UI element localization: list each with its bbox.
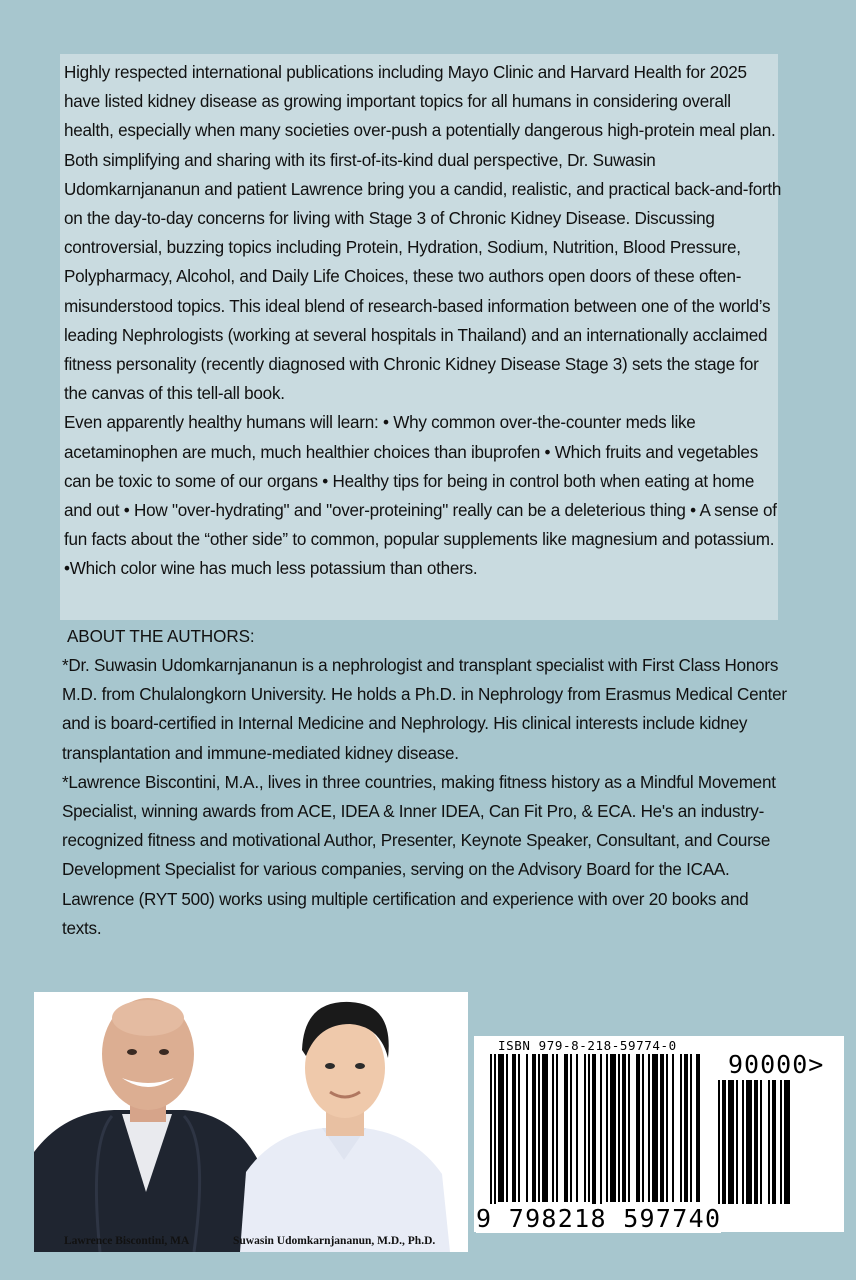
author-bio-suwasin: *Dr. Suwasin Udomkarnjananun is a nephrologist and transplant specialist with First Class Honors M.D. from Chulalongkorn University. He holds a Ph.D. in Nephrology from Erasmus Medical Center and is board-certified in Internal Medicine and Nephrology. His clinical interests include kidney transplantation and immune-mediated kidney disease. <box>62 656 787 763</box>
author-bio-lawrence: *Lawrence Biscontini, M.A., lives in three countries, making fitness history as a Mindful Movement Specialist, winning awards from ACE, IDEA & Inner IDEA, Can Fit Pro, & ECA. He's an industry-recognized fitness and motivational Author, Presenter, Keynote Speaker, Consultant, and Course Development Specialist for various companies, serving on the Advisory Board for the ICAA. Lawrence (RYT 500) works using multiple certification and experience with over 20 books and texts. <box>62 772 776 938</box>
barcode-digits-right: 597740 <box>623 1204 722 1233</box>
book-description <box>64 58 784 584</box>
author-photo <box>34 992 468 1252</box>
author-photo-illustration <box>34 992 468 1252</box>
about-authors-heading: ABOUT THE AUTHORS: <box>67 627 255 646</box>
description-paragraph-2: Even apparently healthy humans will learn: • Why common over-the-counter meds like acetaminophen are much, much healthier choices than ibuprofen • Which fruits and vegetables can be toxic to some of our organs • Healthy tips for being in control both when eating at home and out • How "over-hydrating" and "over-proteining" really can be a deleterious thing • A sense of fun facts about the “other side” to common, popular supplements like magnesium and potassium. •Which color wine has much less potassium than others. <box>64 413 777 579</box>
photo-caption-lawrence: Lawrence Biscontini, MA <box>64 1235 190 1247</box>
price-barcode <box>718 1080 818 1208</box>
lawrence-figure <box>34 998 266 1252</box>
photo-caption-suwasin: Suwasin Udomkarnjananun, M.D., Ph.D. <box>233 1235 436 1247</box>
barcode-digits <box>476 1204 721 1233</box>
barcode-digit-first: 9 <box>476 1204 493 1233</box>
price-code: 90000> <box>728 1050 825 1079</box>
isbn-label: ISBN 979-8-218-59774-0 <box>498 1038 677 1053</box>
barcode-digits-left: 798218 <box>508 1204 607 1233</box>
about-authors-section <box>62 651 792 943</box>
description-paragraph-1: Highly respected international publications including Mayo Clinic and Harvard Health for 2025 have listed kidney disease as growing important topics for all humans in considering overall health, especially when many societies over-push a potentially dangerous high-protein meal plan. Both simplifying and sharing with its first-of-its-kind dual perspective, Dr. Suwasin Udomkarnjananun and patient Lawrence bring you a candid, realistic, and practical back-and-forth on the day-to-day concerns for living with Stage 3 of Chronic Kidney Disease. Discussing controversial, buzzing topics including Protein, Hydration, Sodium, Nutrition, Blood Pressure, Polypharmacy, Alcohol, and Daily Life Choices, these two authors open doors of these often-misunderstood topics. This ideal blend of research-based information between one of the world’s leading Nephrologists (working at several hospitals in Thailand) and an internationally acclaimed fitness personality (recently diagnosed with Chronic Kidney Disease Stage 3) sets the stage for the canvas of this tell-all book. <box>64 63 782 404</box>
isbn-barcode <box>490 1054 700 1224</box>
suwasin-figure <box>240 1002 450 1252</box>
